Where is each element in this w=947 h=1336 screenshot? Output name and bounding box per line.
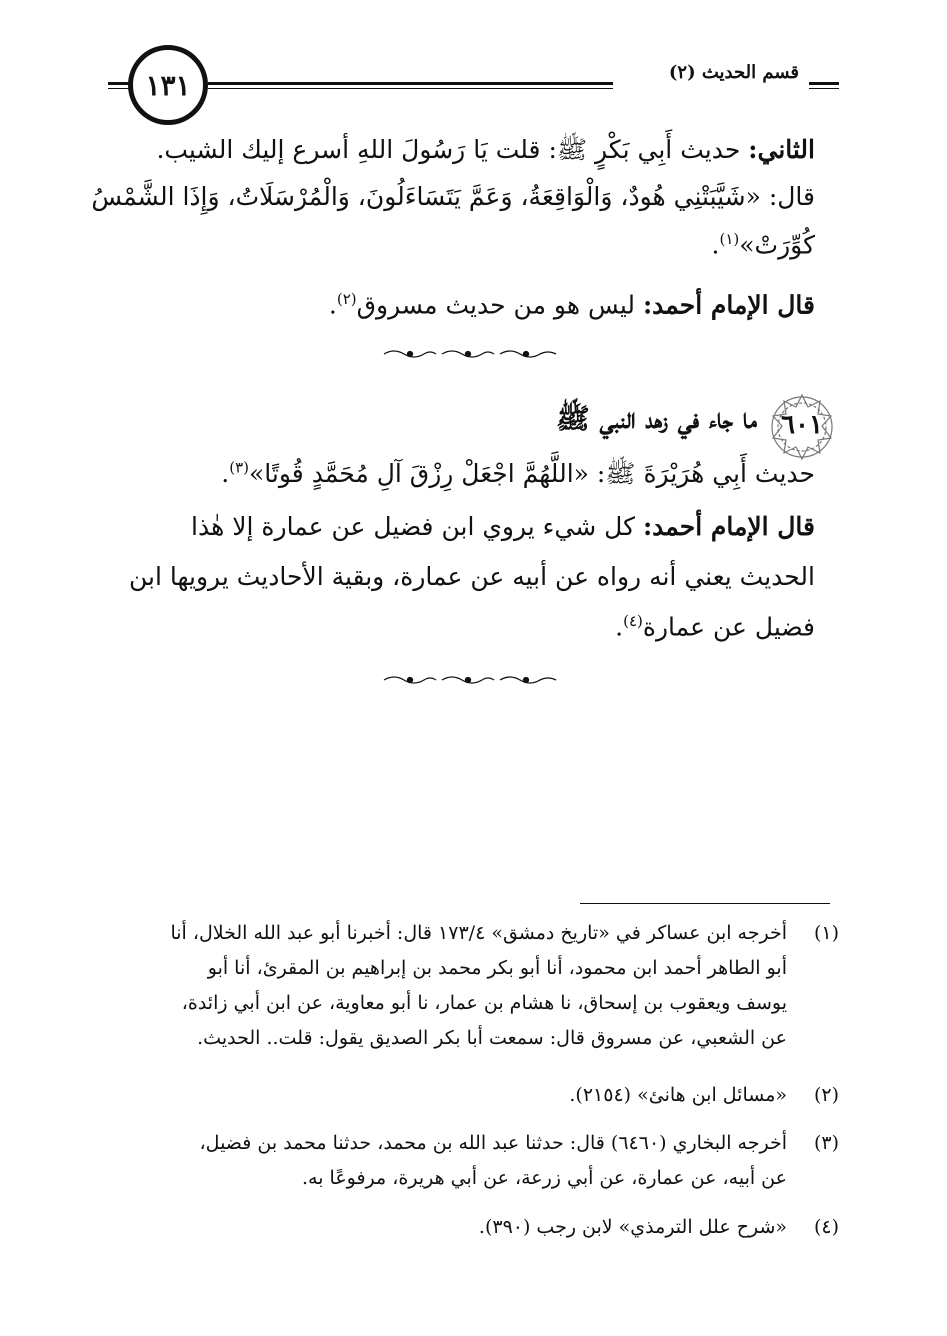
ahmad-label-2: قال الإمام أحمد: [642, 512, 815, 541]
entry-label: الثاني: [748, 135, 815, 164]
section-ahmad-line-1 [191, 512, 815, 541]
footnote-4 [108, 1210, 839, 1245]
header-rule-left-thin [108, 88, 130, 89]
footnote-line: أخرجه البخاري (٦٤٦٠) قال: حدثنا عبد الله بن محمد، حدثنا محمد بن فضيل، [199, 1132, 787, 1154]
footnote-line: يوسف ويعقوب بن إسحاق، نا هشام بن عمار، نا أبو معاوية، عن ابن أبي زائدة، [181, 992, 787, 1014]
ahmad-label-1: قال الإمام أحمد: [642, 290, 815, 320]
footnote-line: أبو الطاهر أحمد ابن محمود، أنا أبو بكر محمد بن إبراهيم بن المقرئ، أنا أبو [207, 957, 787, 979]
ornament-divider [380, 347, 560, 361]
footnote-mark: (٤) [813, 1216, 839, 1238]
footnote-separator [580, 903, 830, 904]
footnote-mark: (١) [813, 922, 839, 944]
entry-line-2 [91, 182, 815, 211]
hadith-text: حديث أَبِي هُرَيْرَةَ ﷺ: «اللَّهُمَّ اجْعَلْ رِزْقَ آلِ مُحَمَّدٍ قُوتًا» [249, 459, 815, 488]
header-title: قسم الحديث (٢) [668, 62, 799, 83]
footnote-ref-3[interactable]: (٣) [229, 458, 250, 477]
footnote-3 [108, 1126, 839, 1196]
entry-line-1 [108, 134, 815, 171]
section-number-badge [767, 392, 837, 462]
footnote-ref-1[interactable]: (١) [719, 230, 740, 248]
ahmad-text-1: ليس هو من حديث مسروق [356, 290, 635, 320]
footnote-mark: (٣) [813, 1132, 839, 1154]
entry-text-1: حديث أَبِي بَكْرٍ ﷺ: قلت يَا رَسُولَ اللهِ أسرع إليك الشيب. [156, 135, 741, 164]
ahmad-text-2c: فضيل عن عمارة [642, 612, 815, 642]
section-ahmad-line-2 [129, 562, 815, 591]
header-rule-right [809, 82, 839, 85]
entry-text-3: كُوِّرَتْ» [739, 230, 815, 260]
footnote-2 [108, 1078, 839, 1113]
footnote-line: أخرجه ابن عساكر في «تاريخ دمشق» ١٧٣/٤ قال: أخبرنا أبو عبد الله الخلال، أنا [170, 922, 787, 944]
footnote-ref-4[interactable]: (٤) [623, 612, 643, 630]
ahmad-text-2a: كل شيء يروي ابن فضيل عن عمارة إلا هٰذا [191, 512, 635, 541]
header-rule-middle-thin [208, 88, 613, 89]
ahmad-text-2b: الحديث يعني أنه رواه عن أبيه عن عمارة، وبقية الأحاديث يرويها ابن [128, 562, 815, 591]
footnote-ref-2[interactable]: (٢) [336, 290, 357, 308]
hadith-line: حديث أَبِي هُرَيْرَةَ ﷺ: «اللَّهُمَّ اجْعَلْ رِزْقَ آلِ مُحَمَّدٍ قُوتًا»$^{(٣)}$. [221, 458, 815, 488]
footnote-line: عن الشعبي، عن مسروق قال: سمعت أبا بكر الصديق يقول: قلت.. الحديث. [197, 1027, 787, 1049]
footnote-line: «مسائل ابن هانئ» (٢١٥٤). [569, 1084, 787, 1106]
ornament-divider [380, 673, 560, 687]
footnote-1 [108, 916, 839, 1056]
footnote-mark: (٢) [813, 1084, 839, 1106]
section-number: ٦٠١ [781, 410, 823, 440]
section-ahmad-line-3: فضيل عن عمارة$^{(٤)}$. [615, 612, 815, 642]
entry-text-2: قال: «شَيَّبَتْنِي هُودٌ، وَالْوَاقِعَةُ، وَعَمَّ يَتَسَاءَلُونَ، وَالْمُرْسَلَاتُ، وَإِذَا الشَّمْسُ [91, 182, 815, 211]
header-rule-left [108, 82, 130, 85]
footnote-line: عن أبيه، عن عمارة، عن أبي زرعة، عن أبي هريرة، مرفوعًا به. [301, 1167, 787, 1189]
section-title: ما جاء في زهد النبي ﷺ [555, 402, 757, 435]
header-rule-right-thin [809, 88, 839, 89]
entry-ahmad-line: قال الإمام أحمد: ليس هو من حديث مسروق$^{(٢)}$. [328, 290, 815, 320]
header-rule-middle [208, 82, 613, 85]
entry-line-3: كُوِّرَتْ»$^{(١)}$. [711, 230, 815, 260]
page-number: ١٣١ [128, 45, 208, 125]
footnote-line: «شرح علل الترمذي» لابن رجب (٣٩٠). [478, 1216, 787, 1238]
